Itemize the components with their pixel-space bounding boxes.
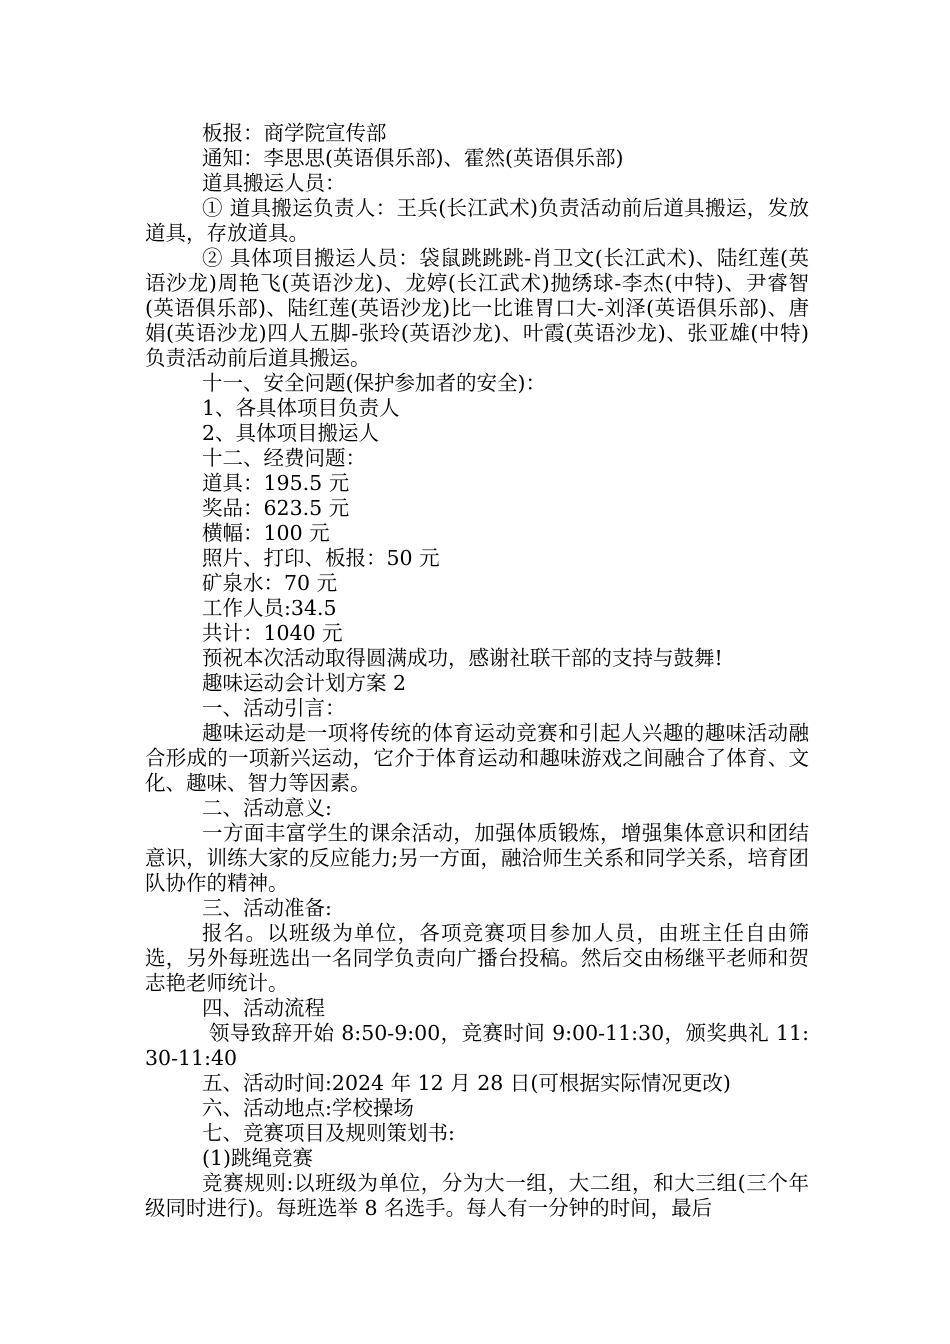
paragraph: 十一、安全问题(保护参加者的安全)： xyxy=(202,371,546,395)
paragraph: 趣味运动会计划方案 2 xyxy=(202,671,407,695)
paragraph: 道具：195.5 元 xyxy=(202,471,350,495)
paragraph: 二、活动意义: xyxy=(202,796,332,820)
document-page xyxy=(145,121,809,1221)
paragraph: 照片、打印、板报：50 元 xyxy=(202,546,440,570)
paragraph: 趣味运动是一项将传统的体育运动竞赛和引起人兴趣的趣味活动融合形成的一项新兴运动，它介于体育运动和趣味游戏之间融合了体育、文化、趣味、智力等因素。 xyxy=(145,721,809,795)
paragraph: 一方面丰富学生的课余活动，加强体质锻炼，增强集体意识和团结意识，训练大家的反应能力;另一方面，融洽师生关系和同学关系，培育团队协作的精神。 xyxy=(145,821,809,895)
paragraph: 通知：李思思(英语俱乐部)、霍然(英语俱乐部) xyxy=(202,146,624,170)
paragraph: 共计：1040 元 xyxy=(202,621,343,645)
paragraph: 五、活动时间:2024 年 12 月 28 日(可根据实际情况更改) xyxy=(202,1071,731,1095)
paragraph: 领导致辞开始 8:50-9:00，竞赛时间 9:00-11:30，颁奖典礼 11:30-11:40 xyxy=(145,1021,809,1070)
paragraph: 道具搬运人员： xyxy=(202,171,346,195)
paragraph: 四、活动流程 xyxy=(202,996,325,1020)
paragraph: 预祝本次活动取得圆满成功，感谢社联干部的支持与鼓舞! xyxy=(202,646,723,670)
paragraph: 竞赛规则:以班级为单位，分为大一组，大二组，和大三组(三个年级同时进行)。每班选举 8 名选手。每人有一分钟的时间，最后 xyxy=(145,1171,809,1220)
paragraph: 1、各具体项目负责人 xyxy=(202,396,400,420)
paragraph: 板报：商学院宣传部 xyxy=(202,121,387,145)
paragraph: 2、具体项目搬运人 xyxy=(202,421,380,445)
paragraph: 三、活动准备: xyxy=(202,896,332,920)
paragraph: 矿泉水：70 元 xyxy=(202,571,338,595)
paragraph: ② 具体项目搬运人员：袋鼠跳跳跳-肖卫文(长江武术)、陆红莲(英语沙龙)周艳飞(英语沙龙)、龙婷(长江武术)抛绣球-李杰(中特)、尹睿智(英语俱乐部)、陆红莲(英语沙龙)比一比谁胃口大-刘泽(英语俱乐部)、唐娟(英语沙龙)四人五脚-张玲(英语沙龙)、叶霞(英语沙龙)、张亚雄(中特)负责活动前后道具搬运。 xyxy=(145,246,809,370)
paragraph: 一、活动引言： xyxy=(202,696,346,720)
paragraph: 七、竞赛项目及规则策划书: xyxy=(202,1121,455,1145)
paragraph: 奖品：623.5 元 xyxy=(202,496,350,520)
paragraph: ① 道具搬运负责人：王兵(长江武术)负责活动前后道具搬运，发放道具，存放道具。 xyxy=(145,196,809,245)
paragraph: 十二、经费问题： xyxy=(202,446,366,470)
paragraph: (1)跳绳竞赛 xyxy=(202,1146,314,1170)
paragraph: 横幅：100 元 xyxy=(202,521,330,545)
paragraph: 工作人员:34.5 xyxy=(202,596,337,620)
paragraph: 报名。以班级为单位，各项竞赛项目参加人员，由班主任自由筛选，另外每班选出一名同学负责向广播台投稿。然后交由杨继平老师和贺志艳老师统计。 xyxy=(145,921,809,995)
paragraph: 六、活动地点:学校操场 xyxy=(202,1096,414,1120)
